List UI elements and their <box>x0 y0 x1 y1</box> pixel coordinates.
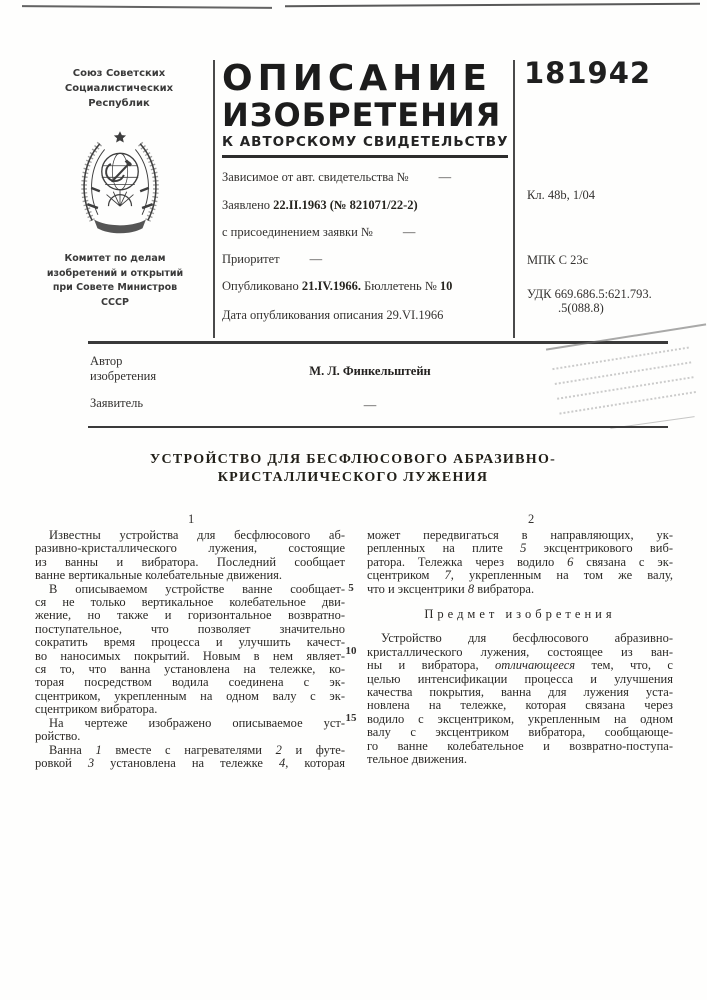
text-line: разивно-кристаллического лужения, состоящие <box>35 541 345 556</box>
field-joined-application <box>222 225 512 240</box>
field-priority <box>222 252 512 267</box>
text-line: ратора. Тележка через водило 6 связана с эк- <box>367 554 673 569</box>
field-label: Опубликовано <box>222 279 299 293</box>
org-line: СССР <box>101 296 129 308</box>
doc-type-title-line1: ОПИСАНИЕ <box>222 58 492 99</box>
field-value: 29.VI.1966 <box>386 308 444 322</box>
bulletin-label: Бюллетень № <box>364 279 437 293</box>
text-line: Ванна 1 вместе с нагревателями 2 и футе- <box>49 742 345 757</box>
text-line: тельное движения. <box>367 752 467 767</box>
ussr-state-emblem-icon <box>72 126 168 249</box>
section-heading: Предмет изобретения <box>424 606 616 621</box>
issuing-union-name <box>30 66 208 111</box>
author-name: М. Л. Финкельштейн <box>309 364 431 378</box>
committee-name <box>22 252 208 310</box>
text-line: может передвигаться в направляющих, ук- <box>367 528 673 542</box>
text-line: ванне вертикальные колебательные движения. <box>35 568 283 583</box>
udk-code-line2: .5(088.8) <box>558 301 604 315</box>
masthead-divider <box>213 60 215 338</box>
application-number: (№ 821071/22-2) <box>329 198 418 212</box>
org-line: Республик <box>88 98 150 109</box>
text-line: го ванне колебательное и возвратно-поступа- <box>367 738 673 753</box>
org-line: Социалистических <box>64 83 174 94</box>
text-line: торая посредством водила соединена с эк- <box>35 675 345 690</box>
text-line: поступательное, что позволяет значительно <box>35 621 345 636</box>
applicant-value: — <box>363 398 377 412</box>
horizontal-rule-bottom <box>88 426 668 428</box>
text-line: сцентриком, укрепленным на одном валу с эк- <box>35 688 345 703</box>
column-marker-2: 2 <box>528 512 535 526</box>
text-line: валу с эксцентриком вибратора, сообщающе- <box>367 725 673 740</box>
subtitle-underline <box>222 155 508 158</box>
text-line: сцентриком вибратора. <box>35 702 158 717</box>
field-value: — <box>438 170 452 184</box>
text-line: ся то, что ванна установлена на тележке, ко- <box>35 662 345 677</box>
field-publication-date <box>222 308 512 323</box>
field-label: Зависимое от авт. свидетельства № <box>222 170 409 184</box>
field-value: — <box>309 252 323 266</box>
text-line: ся не только вертикальное колебательное дви- <box>35 595 345 610</box>
mpk-code: МПК С 23c <box>527 253 589 267</box>
published-date: 21.IV.1966. <box>301 279 361 293</box>
text-line: В описываемом устройстве ванне сообщает- <box>49 581 345 596</box>
text-line: что и эксцентрики 8 вибратора. <box>367 581 535 596</box>
masthead-divider <box>513 60 515 338</box>
margin-line-number: 10 <box>345 645 357 657</box>
text-line: жение, но также и горизонтальное возвратно- <box>35 608 345 623</box>
bulletin-number: 10 <box>439 279 453 293</box>
scan-artifact-line <box>285 3 700 8</box>
author-label-line: изобретения <box>90 369 157 383</box>
org-line: при Совете Министров <box>52 282 178 293</box>
field-label: с присоединением заявки № <box>222 225 373 239</box>
text-line: репленных на плите 5 эксцентрикового виб- <box>367 541 673 556</box>
author-label-line: Автор <box>90 354 123 368</box>
field-dependent-certificate <box>222 170 512 185</box>
field-published <box>222 279 512 294</box>
text-line: качества покрытия, ванна для лужения уста- <box>367 685 673 700</box>
text-line: ны и вибратора, отличающееся тем, что, с <box>367 658 673 673</box>
class-code: Кл. 48b, 1/04 <box>527 188 596 202</box>
text-line: Устройство для бесфлюсового абразивно- <box>381 631 673 646</box>
text-line: целью интенсификации процесса и улучшения <box>367 671 673 686</box>
invention-title-line1: УСТРОЙСТВО ДЛЯ БЕСФЛЮСОВОГО АБРАЗИВНО- <box>149 452 557 467</box>
text-line: кристаллического лужения, состоящее из ван- <box>367 644 673 659</box>
field-value: — <box>402 225 416 239</box>
stamp-smudge <box>544 333 705 439</box>
udk-code-line1: УДК 669.686.5:621.793. <box>527 287 652 301</box>
invention-title-line2: КРИСТАЛЛИЧЕСКОГО ЛУЖЕНИЯ <box>217 470 489 485</box>
field-label: Дата опубликования описания <box>222 308 384 322</box>
filed-date: 22.II.1963 <box>273 198 327 212</box>
text-line: На чертеже изображено описываемое уст- <box>49 715 345 730</box>
margin-line-number: 15 <box>345 712 357 724</box>
column-marker-1: 1 <box>188 512 195 526</box>
body-column-right <box>367 529 673 767</box>
field-label: Заявлено <box>222 198 271 212</box>
applicant-label: Заявитель <box>90 396 144 410</box>
org-line: Комитет по делам <box>64 253 166 264</box>
text-line: ровкой 3 установлена на тележке 4, которая <box>35 755 345 770</box>
scan-artifact-line <box>22 5 272 9</box>
text-line: сократить время процесса и улучшить качест- <box>35 635 345 650</box>
org-line: изобретений и открытий <box>46 267 184 279</box>
field-label: Приоритет <box>222 252 280 266</box>
body-column-left <box>35 529 345 770</box>
text-line: во наносимых покрытий. Новым в нем являет- <box>35 648 345 663</box>
doc-subtitle: К АВТОРСКОМУ СВИДЕТЕЛЬСТВУ <box>222 134 509 150</box>
text-line: сцентриком 7, укрепленным на том же валу, <box>367 568 673 583</box>
text-line: Известны устройства для бесфлюсового аб- <box>49 528 345 542</box>
doc-type-title-line2: ИЗОБРЕТЕНИЯ <box>222 96 502 134</box>
margin-line-number: 5 <box>348 582 354 594</box>
text-line: новлена на тележке, которая связана через <box>367 698 673 713</box>
org-line: Союз Советских <box>72 68 166 79</box>
field-filed-date <box>222 198 512 213</box>
text-line: из ванны и вибратора. Последний сообщает <box>35 554 345 569</box>
author-label <box>90 354 230 384</box>
text-line: ройство. <box>35 729 81 744</box>
text-line: водило с эксцентриком, укрепленным на одном <box>367 711 673 726</box>
patent-number: 181942 <box>524 56 652 90</box>
